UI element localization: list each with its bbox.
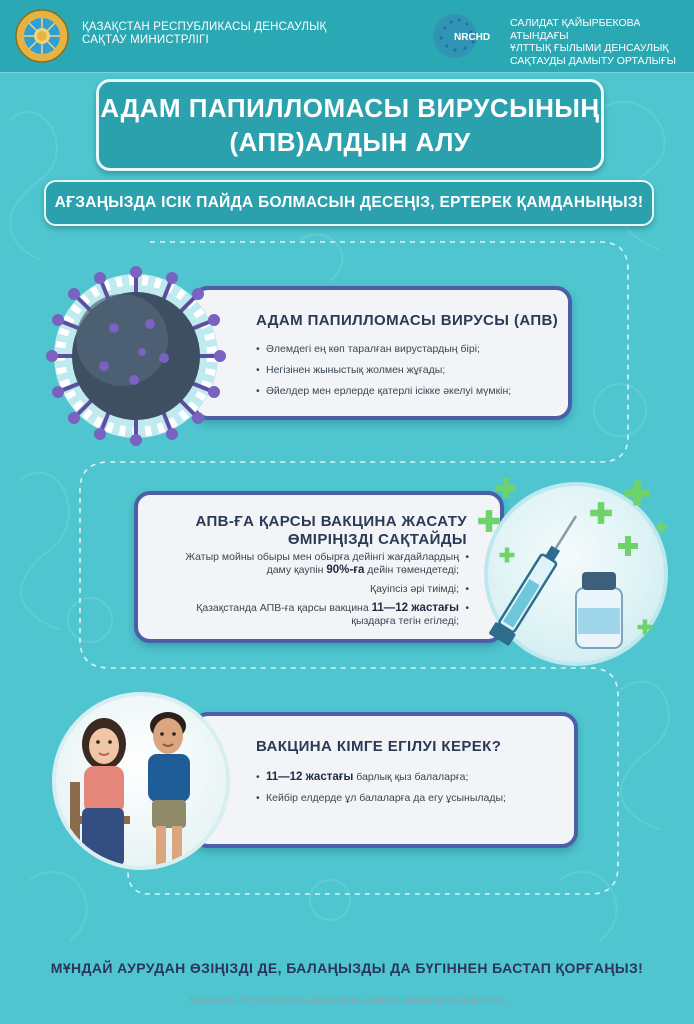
virus-illustration <box>38 258 234 454</box>
list-item: • Кейбір елдерде ұл балаларға да егу ұсынылады; <box>256 791 506 805</box>
list-item: • Әйелдер мен ерлерде қатерлі ісікке әкелуі мүмкін; <box>256 384 511 398</box>
svg-text:NRCHD: NRCHD <box>454 32 491 43</box>
virus-info-card <box>192 286 572 420</box>
item-text: қыздарға тегін егіледі; <box>351 615 459 627</box>
header-bar <box>0 0 694 73</box>
children-figures-icon <box>56 696 226 866</box>
target-list <box>256 770 506 812</box>
item-text: Жатыр мойны обыры мен обырға дейінгі жағдайлардың <box>185 551 459 563</box>
main-title: АДАМ ПАПИЛЛОМАСЫ ВИРУСЫНЫҢ (АПВ)АЛДЫН АЛУ <box>100 93 600 157</box>
list-item <box>256 770 506 784</box>
list-item: Қауіпсіз әрі тиімді; • <box>149 583 469 596</box>
center-name: САЛИДАТ ҚАЙЫРБЕКОВА АТЫНДАҒЫ ҰЛТТЫҚ ҒЫЛЫМИ ДЕНСАУЛЫҚ САҚТАУДЫ ДАМЫТУ ОРТАЛЫҒЫ <box>510 17 676 67</box>
ministry-name: ҚАЗАҚСТАН РЕСПУБЛИКАСЫ ДЕНСАУЛЫҚ САҚТАУ МИНИСТРЛІГІ <box>82 21 327 46</box>
subtitle: АҒЗАҢЫЗДА ІСІК ПАЙДА БОЛМАСЫН ДЕСЕҢІЗ, ЕРТЕРЕК ҚАМДАНЫҢЫЗ! <box>54 194 644 211</box>
virus-facts-list <box>256 342 511 405</box>
virus-heading: АДАМ ПАПИЛЛОМАСЫ ВИРУСЫ (АПВ) <box>256 312 559 329</box>
bottom-slogan: МҰНДАЙ АУРУДАН ӨЗІҢІЗДІ ДЕ, БАЛАҢЫЗДЫ ДА БҮГІННЕН БАСТАП ҚОРҒАҢЫЗ! <box>50 960 644 976</box>
item-text: дейін төмендетеді; <box>364 564 459 576</box>
vaccine-benefits-card <box>134 491 504 643</box>
list-item <box>149 602 469 628</box>
plus-decoration-icon <box>616 534 640 558</box>
vaccine-target-card <box>192 712 578 848</box>
item-highlight: 11—12 жастағы <box>266 771 354 783</box>
plus-decoration-icon <box>636 618 654 636</box>
target-heading: ВАКЦИНА КІМГЕ ЕГІЛУІ КЕРЕК? <box>256 738 502 755</box>
plus-decoration-icon <box>476 508 502 534</box>
footer-note: Қазақстан Республикасы Денсаулық сақтау министрлігі әзірлеген <box>188 994 506 1006</box>
vaccine-benefits-list <box>149 551 469 634</box>
plus-decoration-icon <box>622 478 652 508</box>
plus-decoration-icon <box>654 520 668 534</box>
list-item: • Негізінен жыныстық жолмен жұғады; <box>256 363 511 377</box>
plus-decoration-icon <box>498 546 516 564</box>
item-text: барлық қыз балаларға; <box>353 771 469 783</box>
vaccine-heading <box>195 513 467 549</box>
item-highlight: 90%-ға <box>326 564 365 576</box>
list-item: • Әлемдегі ең көп таралған вирустардың бірі; <box>256 342 511 356</box>
vaccine-illustration <box>484 482 668 666</box>
item-text: Қазақстанда АПВ-ға қарсы вакцина <box>196 602 372 614</box>
plus-decoration-icon <box>588 500 614 526</box>
subtitle-box <box>44 180 654 226</box>
plus-decoration-icon <box>494 476 518 500</box>
children-illustration <box>52 692 230 870</box>
list-item <box>149 551 469 577</box>
kazakhstan-emblem-logo <box>14 8 70 64</box>
vaccine-heading-line2: ӨМІРІҢІЗДІ САҚТАЙДЫ <box>287 531 467 548</box>
vaccine-heading-line1: АПВ-ҒА ҚАРСЫ ВАКЦИНА ЖАСАТУ <box>195 513 467 530</box>
item-highlight: 11—12 жастағы <box>371 602 459 614</box>
nrchd-logo <box>425 10 497 62</box>
main-title-box <box>96 79 604 171</box>
item-text: даму қаупін <box>266 564 327 576</box>
